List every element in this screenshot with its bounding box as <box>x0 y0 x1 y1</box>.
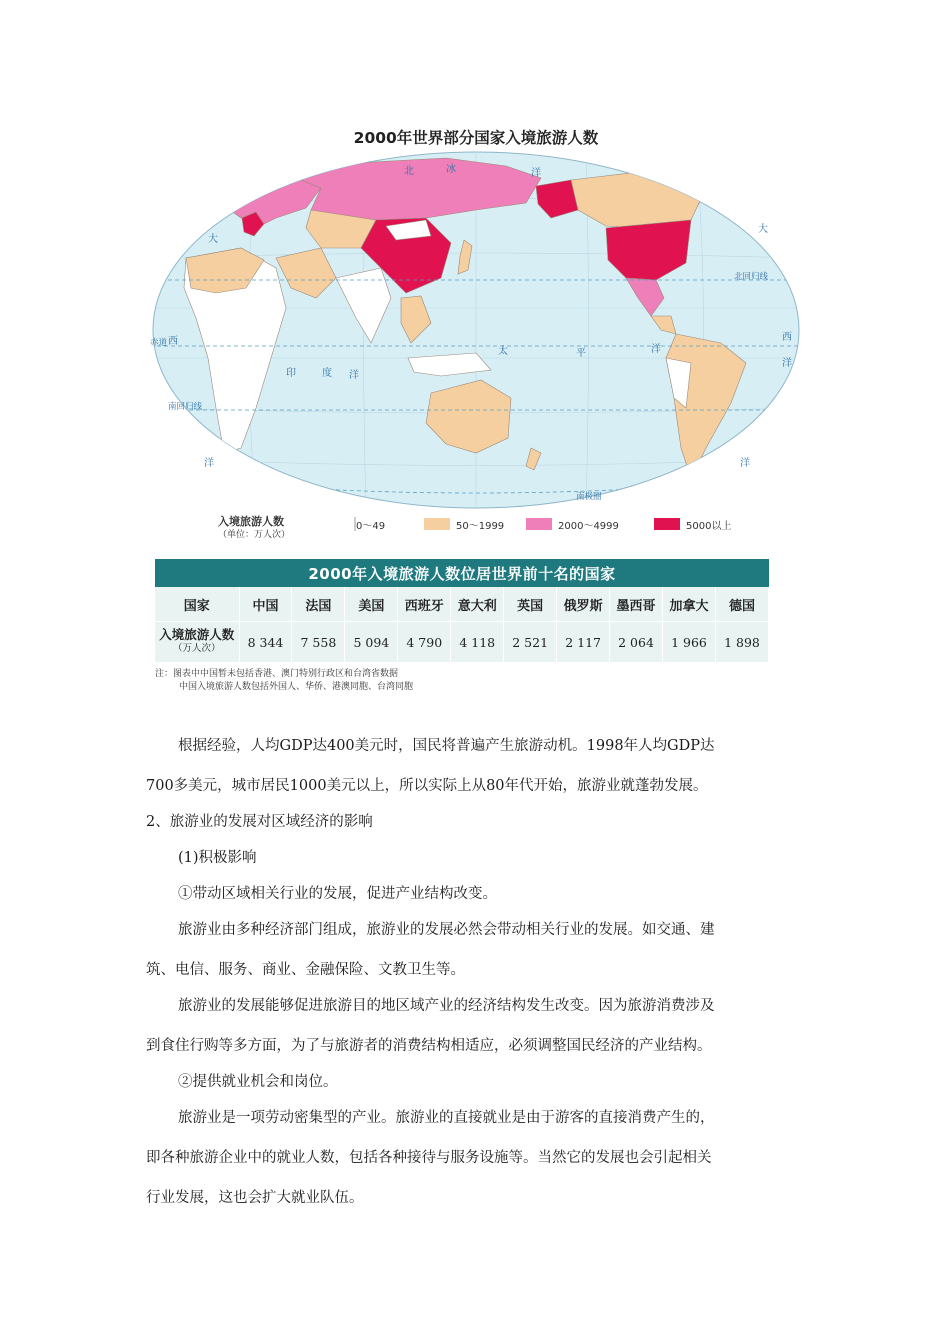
map-title: 2000年世界部分国家入境旅游人数 <box>353 129 599 147</box>
table-value: 4 118 <box>451 622 504 663</box>
table-value: 8 344 <box>239 622 292 663</box>
table-value: 7 558 <box>292 622 345 663</box>
paragraph-line: 旅游业是一项劳动密集型的产业。旅游业的直接就业是由于游客的直接消费产生的， <box>178 1110 715 1126</box>
legend-title: 入境旅游人数 <box>218 515 284 528</box>
legend-label: 5000以上 <box>686 520 732 532</box>
legend-item <box>654 517 731 531</box>
ocean-label: 洋 <box>782 358 792 369</box>
ocean-label: 冰 <box>446 164 456 175</box>
legend-label: 2000～4999 <box>558 520 619 532</box>
tourism-figure <box>146 118 806 708</box>
ocean-label: 洋 <box>349 370 359 381</box>
paragraph-line: 筑、电信、服务、商业、金融保险、文教卫生等。 <box>146 962 465 978</box>
legend-item <box>354 517 385 531</box>
table-header-row <box>155 587 769 622</box>
paragraph-line: 根据经验，人均GDP达400美元时，国民将普遍产生旅游动机。1998年人均GDP达 <box>178 738 715 754</box>
table-country: 美国 <box>345 587 398 622</box>
ocean-label: 太 <box>498 346 508 357</box>
note-line: 中国入境旅游人数包括外国人、华侨、港澳同胞、台湾同胞 <box>179 682 414 692</box>
top-ten-table-block <box>155 559 769 694</box>
lat-label-equator: 赤道 <box>150 338 168 348</box>
table-row-label <box>155 622 239 663</box>
paragraph-line: 旅游业的发展能够促进旅游目的地区域产业的经济结构发生改变。因为旅游消费涉及 <box>178 998 715 1014</box>
ocean-label: 大 <box>758 224 768 235</box>
legend-label: 50～1999 <box>456 520 505 532</box>
table-value: 1 966 <box>663 622 716 663</box>
legend-unit: （单位：万人次） <box>218 530 291 540</box>
table-value: 5 094 <box>345 622 398 663</box>
table-header-label: 国家 <box>155 587 239 622</box>
legend-item <box>424 517 504 531</box>
ocean-label: 西 <box>782 332 792 343</box>
note-line: 注：图表中中国暂未包括香港、澳门特别行政区和台湾省数据 <box>155 669 399 679</box>
lat-label-tropic-capricorn: 南回归线 <box>168 402 203 412</box>
table-notes <box>155 668 769 694</box>
world-map <box>146 148 806 512</box>
lat-label-tropic-cancer: 北回归线 <box>734 272 769 282</box>
table-value-row <box>155 622 769 663</box>
point-heading: ②提供就业机会和岗位。 <box>178 1074 338 1090</box>
legend-label: 0～49 <box>356 520 386 532</box>
table-value: 2 521 <box>504 622 557 663</box>
ocean-label: 洋 <box>740 458 750 469</box>
ocean-label: 洋 <box>204 458 214 469</box>
point-heading: ①带动区域相关行业的发展，促进产业结构改变。 <box>178 886 497 902</box>
ocean-label: 北 <box>404 166 414 177</box>
table-country: 法国 <box>292 587 345 622</box>
paragraph-line: 即各种旅游企业中的就业人数，包括各种接待与服务设施等。当然它的发展也会引起相关 <box>146 1150 712 1166</box>
paragraph-line: 到食住行购等多方面，为了与旅游者的消费结构相适应，必须调整国民经济的产业结构。 <box>146 1038 712 1054</box>
table-value: 1 898 <box>715 622 768 663</box>
table-country: 西班牙 <box>398 587 451 622</box>
table-value: 2 117 <box>557 622 610 663</box>
table-country: 意大利 <box>451 587 504 622</box>
table-country: 俄罗斯 <box>557 587 610 622</box>
table-row-unit: （万人次） <box>172 643 221 654</box>
table-value: 2 064 <box>610 622 663 663</box>
table-country: 墨西哥 <box>610 587 663 622</box>
table-country: 德国 <box>715 587 768 622</box>
table-row-label-text: 入境旅游人数 <box>159 627 235 642</box>
top-ten-table <box>155 587 769 662</box>
subheading: (1)积极影响 <box>178 850 257 866</box>
paragraph-line: 700多美元，城市居民1000美元以上，所以实际上从80年代开始，旅游业就蓬勃发展。 <box>146 778 708 794</box>
table-title: 2000年入境旅游人数位居世界前十名的国家 <box>155 559 769 587</box>
ocean-label: 平 <box>576 348 586 359</box>
ocean-label: 大 <box>208 234 218 245</box>
table-country: 中国 <box>239 587 292 622</box>
legend-swatch <box>654 518 680 530</box>
paragraph-line: 旅游业由多种经济部门组成，旅游业的发展必然会带动相关行业的发展。如交通、建 <box>178 922 715 938</box>
ocean-label: 度 <box>322 368 332 379</box>
lat-label-antarctic: 南极圈 <box>576 492 602 502</box>
paragraph-line: 行业发展，这也会扩大就业队伍。 <box>146 1190 364 1206</box>
map-legend <box>218 512 808 542</box>
section-heading: 2、旅游业的发展对区域经济的影响 <box>146 814 373 830</box>
legend-swatch <box>526 518 552 530</box>
ocean-label: 印 <box>286 368 296 379</box>
legend-item <box>526 517 619 531</box>
ocean-label: 洋 <box>651 344 661 355</box>
table-value: 4 790 <box>398 622 451 663</box>
table-country: 英国 <box>504 587 557 622</box>
ocean-label: 西 <box>168 336 178 347</box>
legend-swatch <box>424 518 450 530</box>
table-country: 加拿大 <box>663 587 716 622</box>
ocean-label: 洋 <box>531 168 541 179</box>
